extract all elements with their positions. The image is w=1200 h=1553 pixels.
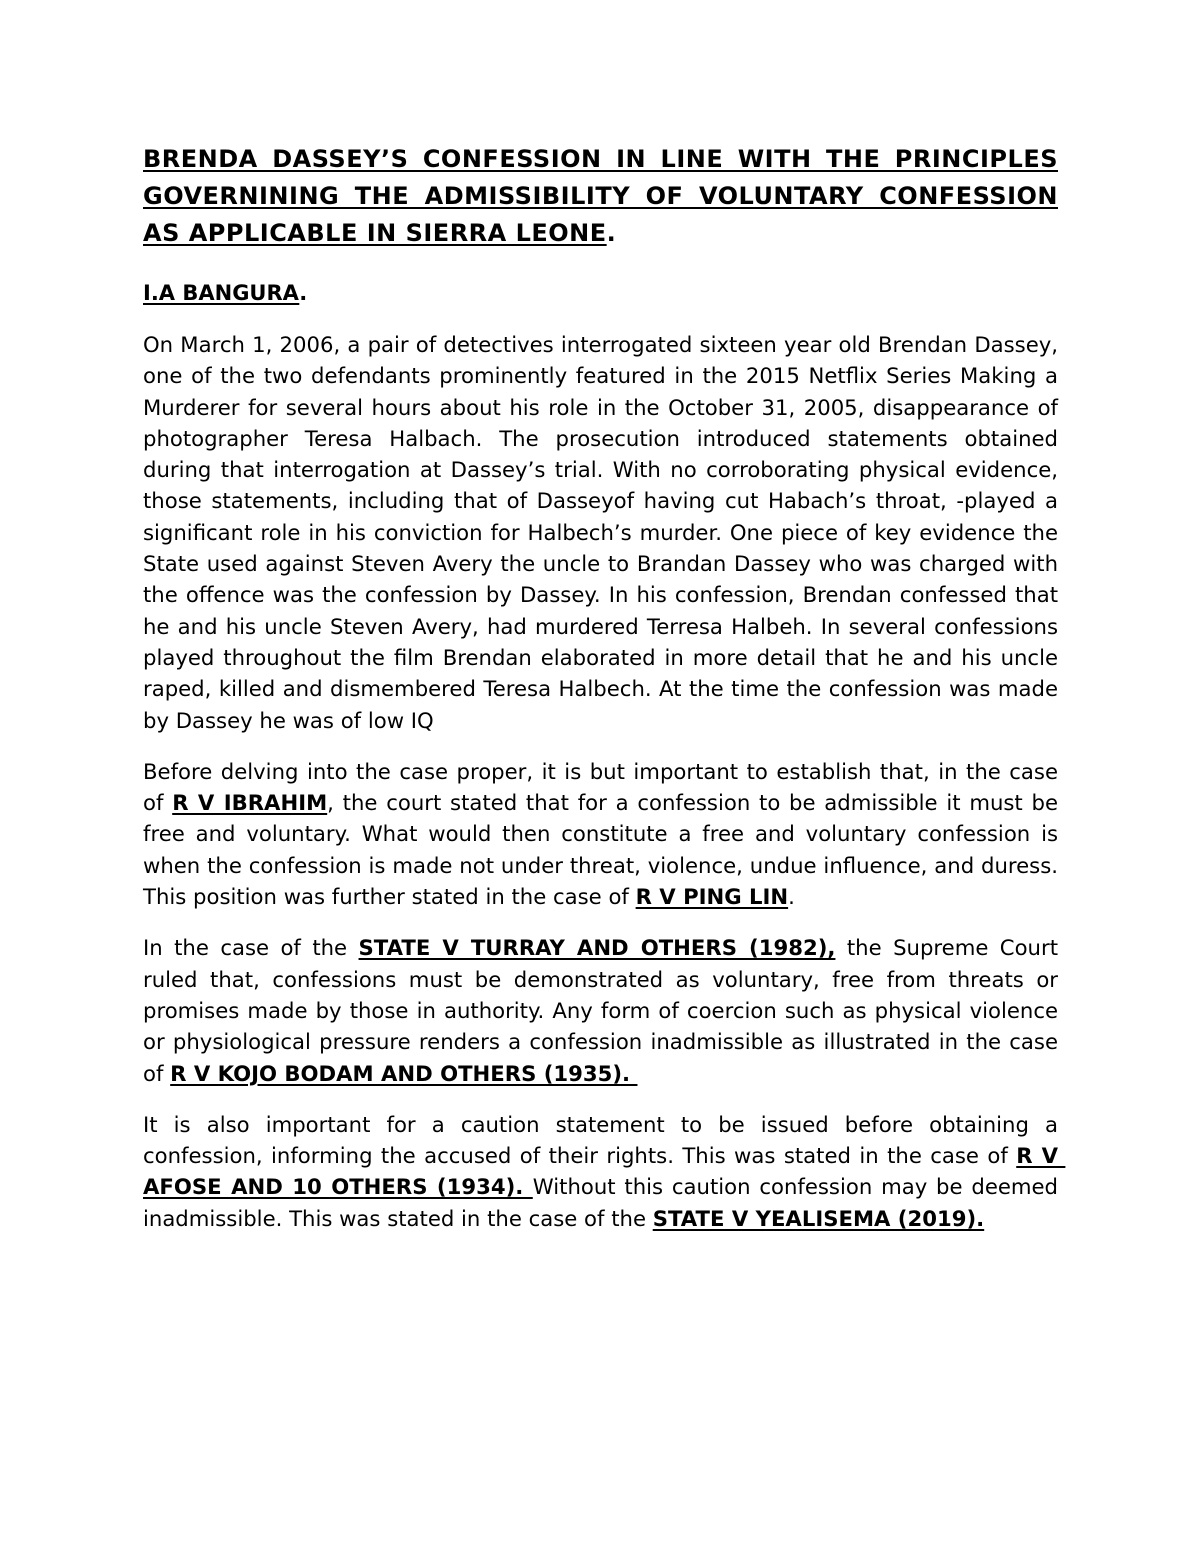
paragraph-1: On March 1, 2006, a pair of detectives interrogated sixteen year old Brendan Dassey, one of the two defendants prominently featured in the 2015 Netflix Series Making a Murderer for several hours about his role in the October 31, 2005, disappearance of photographer Teresa Halbach. The prosecution introduced statements obtained during that interrogation at Dassey’s trial. With no corroborating physical evidence, those statements, including that of Dasseyof having cut Habach’s throat, -played a significant role in his conviction for Halbech’s murder. One piece of key evidence the State used against Steven Avery the uncle to Brandan Dassey who was charged with the offence was the confession by Dassey. In his confession, Brendan confessed that he and his uncle Steven Avery, had murdered Terresa Halbeh. In several confessions played throughout the film Brendan elaborated in more detail that he and his uncle raped, killed and dismembered Teresa Halbech. At the time the confession was made by Dassey he was of low IQ bbox=[143, 332, 1058, 733]
paragraph-2-text-1: Before delving into the case proper, it is but important to establish that, in the case of bbox=[143, 758, 1058, 816]
paragraph-4-text-2: Without this caution confession may be deemed inadmissible. This was stated in the case of the bbox=[143, 1174, 1059, 1231]
case-citation: STATE V TURRAY AND OTHERS (1982), bbox=[358, 935, 836, 961]
author-name bbox=[143, 278, 1058, 309]
document-title bbox=[143, 141, 1058, 252]
paragraph-3-text-1: In the case of the bbox=[143, 935, 359, 961]
paragraph-4 bbox=[143, 1109, 1066, 1234]
document-title-period: . bbox=[606, 219, 617, 247]
document-title-text: BRENDA DASSEY’S CONFESSION IN LINE WITH THE PRINCIPLES GOVERNINING THE ADMISSIBILITY OF VOLUNTARY CONFESSION AS APPLICABLE IN SIERRA LEONE bbox=[143, 145, 1058, 247]
case-citation: R V AFOSE AND 10 OTHERS (1934). bbox=[143, 1143, 1066, 1200]
author-name-period: . bbox=[299, 281, 308, 305]
paragraph-3 bbox=[143, 932, 1058, 1088]
paragraph-3-text-2: the Supreme Court ruled that, confessions must be demonstrated as voluntary, free from threats or promises made by those in authority. Any form of coercion such as physical violence or physiological pressure renders a confession inadmissible as illustrated in the case of bbox=[143, 935, 1059, 1086]
case-citation: STATE V YEALISEMA (2019). bbox=[652, 1205, 985, 1231]
case-citation: R V PING LIN bbox=[635, 884, 789, 910]
paragraph-4-text-1: It is also important for a caution statement to be issued before obtaining a confession, informing the accused of their rights. This was stated in the case of bbox=[143, 1111, 1058, 1169]
paragraph-2-text-2: , the court stated that for a confession to be admissible it must be free and voluntary. What would then constitute a free and voluntary confession is when the confession is made not under threat, violence, undue influence, and duress. This position was further stated in the case of bbox=[143, 790, 1058, 910]
paragraph-2-text-3: . bbox=[788, 884, 795, 910]
case-citation: R V KOJO BODAM AND OTHERS (1935). bbox=[170, 1060, 638, 1086]
case-citation: R V IBRAHIM bbox=[172, 790, 328, 816]
author-name-text: I.A BANGURA bbox=[143, 281, 300, 305]
paragraph-2 bbox=[143, 756, 1058, 912]
